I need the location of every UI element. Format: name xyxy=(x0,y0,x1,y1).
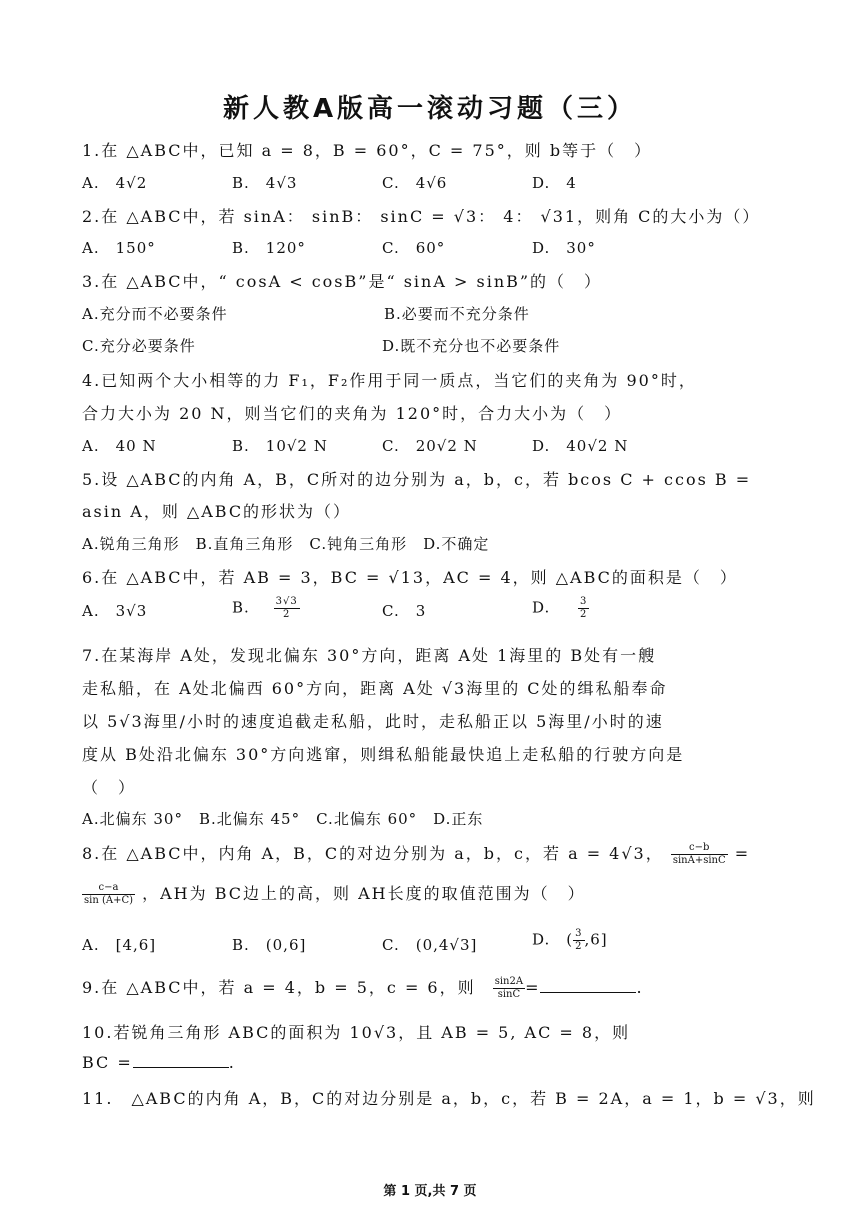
question-9 xyxy=(82,975,644,1001)
fraction-denominator: sin (A+C) xyxy=(84,895,134,906)
question-7-line-5: （ ） xyxy=(82,778,137,797)
q6-option-a: A. 3√3 xyxy=(82,602,148,620)
q1-option-a: A. 4√2 xyxy=(82,174,148,192)
fraction-denominator: 2 xyxy=(580,609,588,620)
fraction-numerator: sin2A xyxy=(494,976,524,987)
q8-text: 8.在 △ABC中，内角 A，B，C的对边分别为 a，b，c，若 a = 4√3， xyxy=(82,844,664,863)
q8-equals: = xyxy=(734,844,751,863)
question-4-line-1: 4.已知两个大小相等的力 F₁，F₂作用于同一质点，当它们的夹角为 90°时， xyxy=(82,371,697,390)
q5-options: A.锐角三角形 B.直角三角形 C.钝角三角形 D.不确定 xyxy=(82,535,490,553)
q6-option-c: C. 3 xyxy=(382,602,427,620)
q10-period: . xyxy=(228,1053,236,1072)
q8-option-d-tail: ,6] xyxy=(584,930,608,949)
question-3: 3.在 △ABC中，“ cosA < cosB”是“ sinA > sinB”的（ ） xyxy=(82,272,603,291)
fraction-denominator: 2 xyxy=(575,941,583,952)
q8-text-2: ，AH为 BC边上的高，则 AH长度的取值范围为（ ） xyxy=(142,884,586,903)
q8-option-d xyxy=(532,928,608,953)
q4-option-c: C. 20√2 N xyxy=(382,437,478,455)
q10-answer-blank[interactable] xyxy=(133,1053,229,1068)
q4-option-a: A. 40 N xyxy=(82,437,157,455)
q2-option-b: B. 120° xyxy=(232,239,306,257)
question-2: 2.在 △ABC中，若 sinA： sinB： sinC = √3： 4： √31，则角 C的大小为（） xyxy=(82,207,761,226)
question-5-line-1: 5.设 △ABC的内角 A，B，C所对的边分别为 a，b，c，若 bcos C + ccos B = xyxy=(82,470,752,489)
fraction-denominator: sinA+sinC xyxy=(672,855,726,866)
page-footer: 第 1 页,共 7 页 xyxy=(383,1184,477,1199)
q1-option-b: B. 4√3 xyxy=(232,174,298,192)
q6-option-d-label: D. xyxy=(532,598,551,617)
q6-option-b-label: B. xyxy=(232,598,250,617)
question-4-line-2: 合力大小为 20 N，则当它们的夹角为 120°时，合力大小为（ ） xyxy=(82,404,623,423)
page-title: 新人教A版高一滚动习题（三） xyxy=(222,94,638,124)
fraction-numerator: c−a xyxy=(82,882,135,895)
question-10-line-1: 10.若锐角三角形 ABC的面积为 10√3，且 AB = 5, AC = 8，则 xyxy=(82,1023,631,1042)
q3-option-d: D.既不充分也不必要条件 xyxy=(382,337,561,355)
question-7-line-2: 走私船，在 A处北偏西 60°方向，距离 A处 √3海里的 C处的缉私船奉命 xyxy=(82,679,668,698)
q8-option-d-fraction xyxy=(573,928,584,953)
q8-option-b: B. (0,6] xyxy=(232,936,307,954)
q8-option-c: C. (0,4√3] xyxy=(382,936,478,954)
q4-option-d: D. 40√2 N xyxy=(532,437,629,455)
question-6: 6.在 △ABC中，若 AB = 3，BC = √13，AC = 4，则 △ABC的面积是（ ） xyxy=(82,568,738,587)
question-7-line-3: 以 5√3海里/小时的速度追截走私船，此时，走私船正以 5海里/小时的速 xyxy=(82,712,664,731)
q8-option-d-label: D. ( xyxy=(532,930,574,949)
q9-equals: = xyxy=(525,978,541,997)
q3-option-c: C.充分必要条件 xyxy=(82,337,196,355)
fraction-numerator: 3 xyxy=(575,928,583,939)
q4-option-b: B. 10√2 N xyxy=(232,437,328,455)
q10-text: BC = xyxy=(82,1053,133,1072)
question-11: 11. △ABC的内角 A，B，C的对边分别是 a，b，c，若 B = 2A，a = 1，b = √3，则 xyxy=(82,1089,816,1108)
question-10-line-2 xyxy=(82,1053,236,1072)
q9-answer-blank[interactable] xyxy=(540,978,636,993)
fraction-numerator: c−b xyxy=(671,842,728,855)
q1-option-c: C. 4√6 xyxy=(382,174,448,192)
fraction-numerator: 3√3 xyxy=(275,596,298,607)
q6-option-d xyxy=(532,596,589,621)
question-8-line-1 xyxy=(82,841,750,867)
q8-fraction-1 xyxy=(671,842,728,867)
question-7-line-1: 7.在某海岸 A处，发现北偏东 30°方向，距离 A处 1海里的 B处有一艘 xyxy=(82,646,657,665)
q6-option-b xyxy=(232,596,300,621)
q9-fraction xyxy=(493,976,525,1001)
q9-text: 9.在 △ABC中，若 a = 4，b = 5，c = 6，则 xyxy=(82,978,476,997)
q2-option-d: D. 30° xyxy=(532,239,596,257)
q6-option-b-fraction xyxy=(274,596,300,621)
question-8-line-2 xyxy=(82,881,586,907)
q6-option-d-fraction xyxy=(578,596,589,621)
fraction-denominator: 2 xyxy=(282,609,291,620)
q2-option-a: A. 150° xyxy=(82,239,156,257)
fraction-numerator: 3 xyxy=(580,596,588,607)
q3-option-b: B.必要而不充分条件 xyxy=(384,305,530,323)
q1-option-d: D. 4 xyxy=(532,174,577,192)
question-7-line-4: 度从 B处沿北偏东 30°方向逃窜，则缉私船能最快追上走私船的行驶方向是 xyxy=(82,745,685,764)
q8-fraction-2 xyxy=(82,882,135,907)
question-1: 1.在 △ABC中，已知 a = 8，B = 60°，C = 75°，则 b等于（ ） xyxy=(82,141,653,160)
q7-options: A.北偏东 30° B.北偏东 45° C.北偏东 60° D.正东 xyxy=(82,810,484,828)
q9-period: . xyxy=(636,978,644,997)
q8-option-a: A. [4,6] xyxy=(82,936,157,954)
question-5-line-2: asin A，则 △ABC的形状为（） xyxy=(82,502,352,521)
fraction-denominator: sinC xyxy=(497,989,521,1000)
q2-option-c: C. 60° xyxy=(382,239,446,257)
q3-option-a: A.充分而不必要条件 xyxy=(82,305,228,323)
